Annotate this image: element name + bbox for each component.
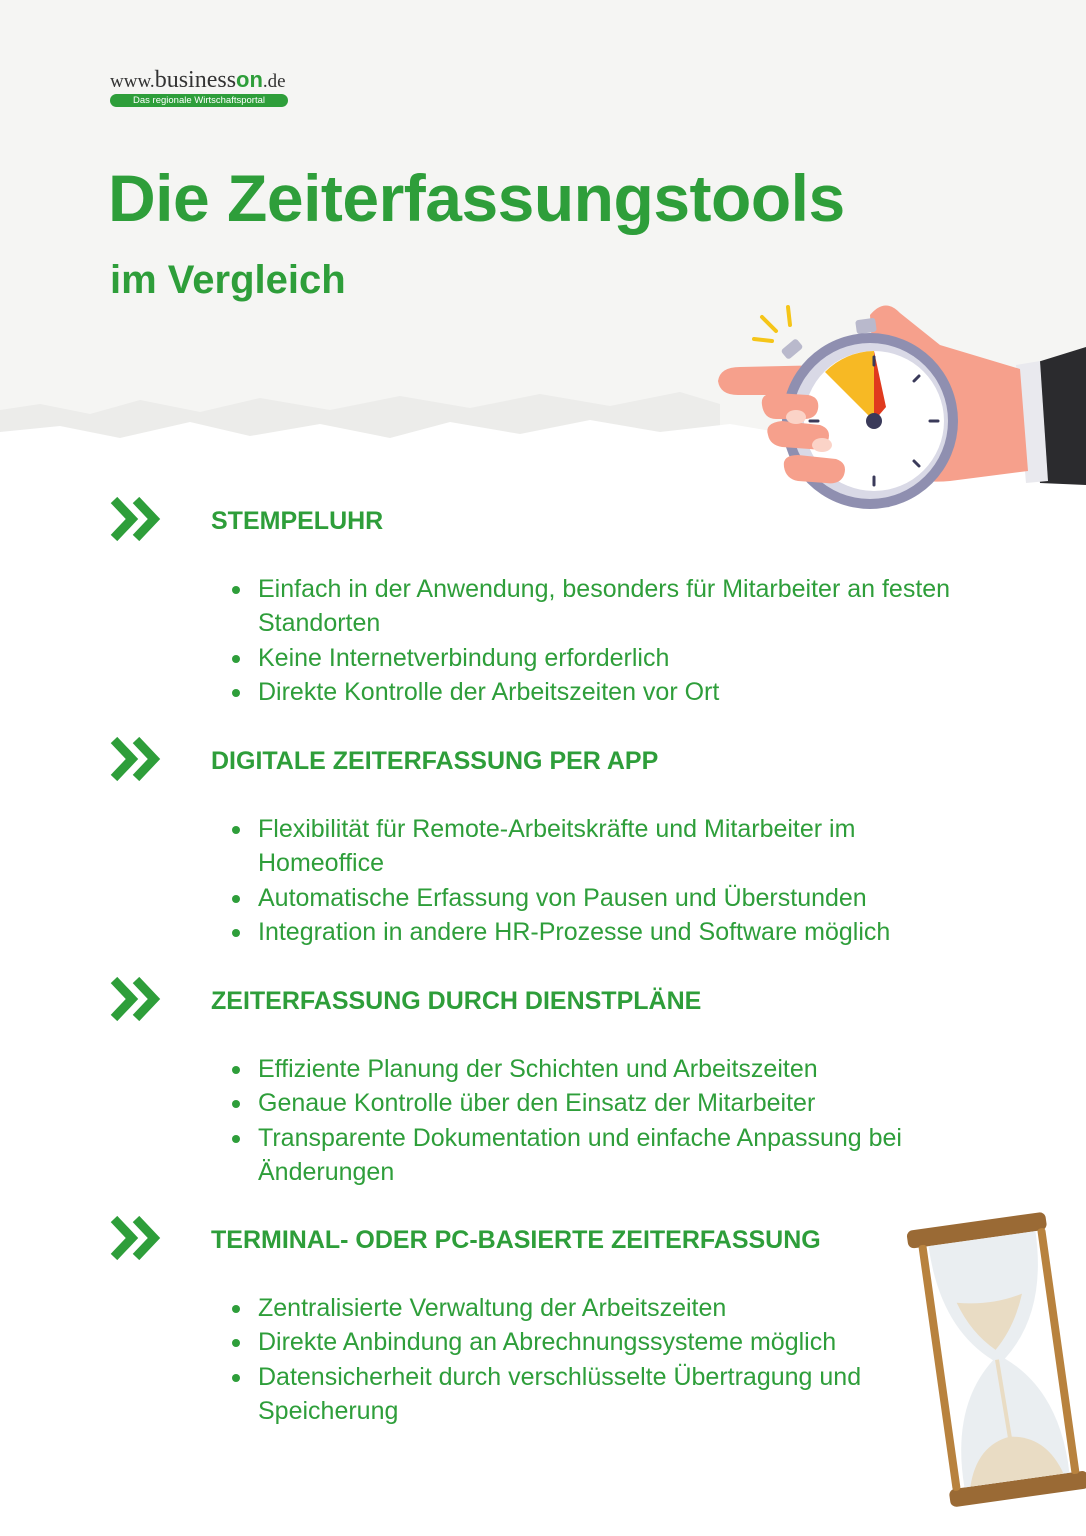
list-item: Keine Internetverbindung erforderlich — [258, 641, 978, 675]
logo-tagline: Das regionale Wirtschaftsportal — [110, 94, 288, 107]
bullet-list — [258, 572, 978, 709]
double-chevron-right-icon — [108, 1211, 162, 1265]
list-item: Transparente Dokumentation und einfache Anpassung bei Änderungen — [258, 1121, 978, 1190]
section-heading: TERMINAL- ODER PC-BASIERTE ZEITERFASSUNG — [211, 1226, 821, 1254]
section-heading: STEMPELUHR — [211, 507, 384, 535]
list-item: Zentralisierte Verwaltung der Arbeitszeiten — [258, 1291, 898, 1325]
double-chevron-right-icon — [108, 732, 162, 786]
list-item: Integration in andere HR-Prozesse und Software möglich — [258, 915, 978, 949]
list-item: Genaue Kontrolle über den Einsatz der Mitarbeiter — [258, 1086, 978, 1120]
hourglass-illustration — [905, 1210, 1086, 1510]
logo-url: www.businesson.de — [110, 67, 286, 93]
list-item: Effiziente Planung der Schichten und Arbeitszeiten — [258, 1052, 978, 1086]
section-heading: ZEITERFASSUNG DURCH DIENSTPLÄNE — [211, 987, 702, 1015]
bullet-list — [258, 1291, 898, 1428]
site-logo[interactable] — [110, 67, 290, 110]
stopwatch-in-hand-illustration — [710, 295, 1086, 515]
list-item: Automatische Erfassung von Pausen und Überstunden — [258, 881, 978, 915]
list-item: Direkte Anbindung an Abrechnungssysteme möglich — [258, 1325, 898, 1359]
double-chevron-right-icon — [108, 972, 162, 1026]
section-heading: DIGITALE ZEITERFASSUNG PER APP — [211, 747, 659, 775]
page-title: Die Zeiterfassungstools — [108, 161, 845, 235]
list-item: Flexibilität für Remote-Arbeitskräfte und Mitarbeiter im Homeoffice — [258, 812, 978, 881]
double-chevron-right-icon — [108, 492, 162, 546]
list-item: Datensicherheit durch verschlüsselte Übertragung und Speicherung — [258, 1360, 898, 1429]
page-subtitle: im Vergleich — [110, 258, 346, 302]
list-item: Einfach in der Anwendung, besonders für Mitarbeiter an festen Standorten — [258, 572, 978, 641]
list-item: Direkte Kontrolle der Arbeitszeiten vor Ort — [258, 675, 978, 709]
bullet-list — [258, 1052, 978, 1189]
bullet-list — [258, 812, 978, 949]
